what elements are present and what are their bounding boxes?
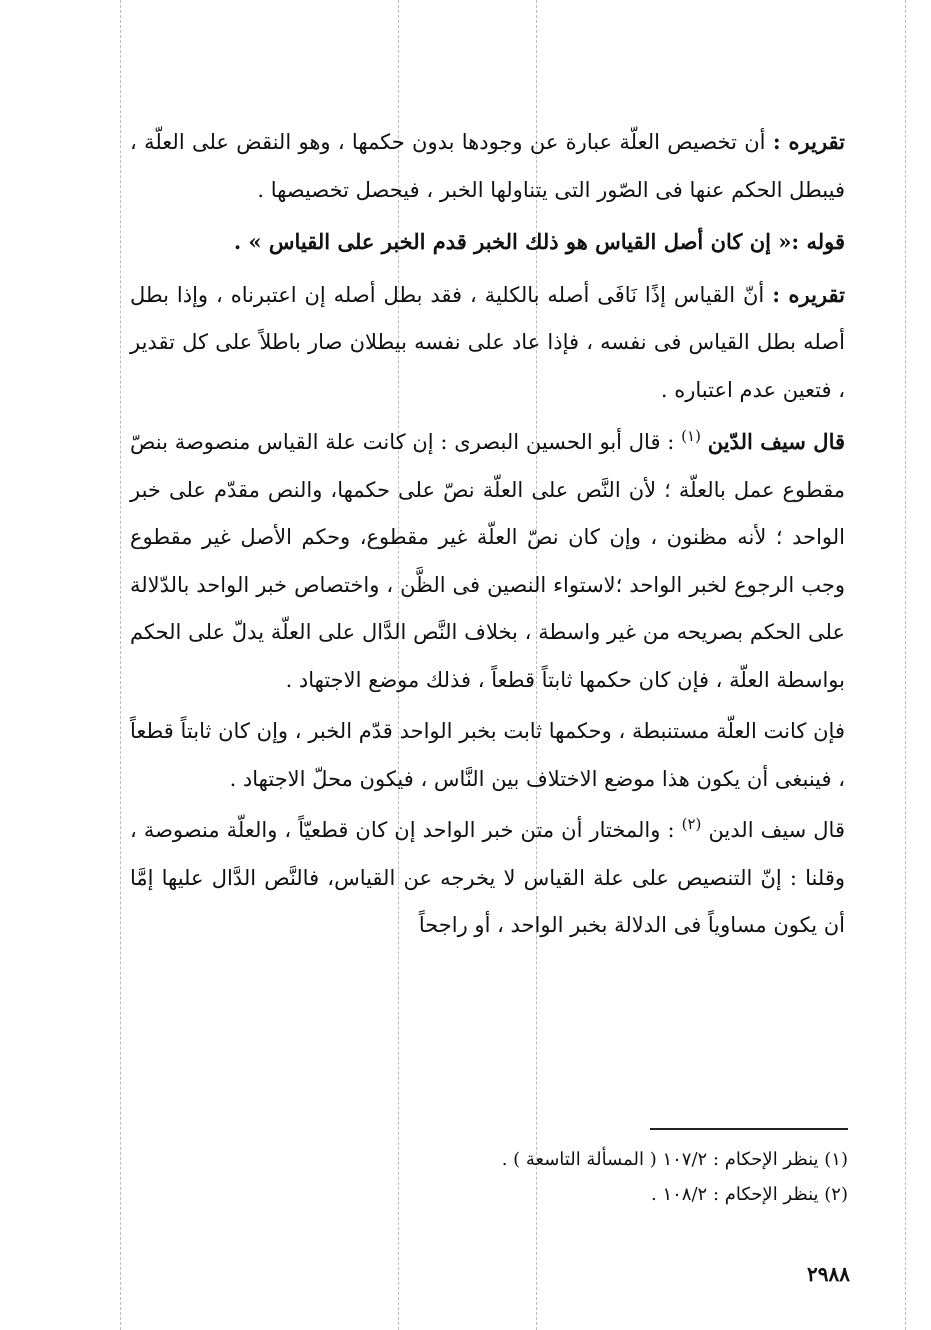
paragraph-text: فإن كانت العلّة مستنبطة ، وحكمها ثابت بخبر الواحد قدّم الخبر ، وإن كان ثابتاً قطعاً ، فينبغى أن يكون هذا موضع الاختلاف بين النَّاس ، فيكون محلّ الاجتهاد . — [130, 719, 845, 791]
paragraph — [130, 118, 845, 214]
paragraph — [130, 807, 845, 950]
paragraph-lead: قال سيف الدّين — [707, 429, 846, 454]
footnote-divider — [650, 1128, 848, 1130]
paragraph-lead: تقريره : — [772, 129, 845, 154]
paragraph — [130, 271, 845, 415]
footnote-reference: (١) — [681, 427, 701, 445]
paragraph-text: : والمختار أن متن خبر الواحد إن كان قطعيّاً ، والعلّة منصوصة ، وقلنا : إنّ التنصيص على علة القياس لا يخرجه عن القياس، فالنَّص الدَّال عليها إمَّا أن يكون مساوياً فى الدلالة بخبر الواحد ، أو راجحاً — [130, 818, 845, 937]
scan-guide-line — [120, 0, 121, 1330]
paragraph-lead: قوله : — [791, 229, 845, 254]
paragraph — [130, 218, 845, 267]
paragraph — [130, 708, 845, 803]
paragraph-text: أنّ القياس إذًا نَافَى أصله بالكلية ، فقد بطل أصله إن اعتبرناه ، وإذا بطل أصله بطل القياس فى نفسه ، فإذا عاد على نفسه بيطلان صار باطلاً على كل تقدير ، فتعين عدم اعتباره . — [130, 282, 845, 402]
paragraph-lead: قال سيف الدين — [708, 818, 845, 842]
footnote: (٢) ينظر الإحكام : ١٠٨/٢ . — [651, 1184, 848, 1205]
paragraph-text: : قال أبو الحسين البصرى : إن كانت علة القياس منصوصة بنصّ مقطوع عمل بالعلّة ؛ لأن النَّص على العلّة نصّ على حكمها، والنص مقدّم على خبر الواحد ؛ لأنه مظنون ، وإن كان نصّ العلّة غير مقطوع، وحكم الأصل غير مقطوع وجب الرجوع لخبر الواحد ؛لاستواء النصين فى الظَّن ، واختصاص خبر الواحد بالدّلالة على الحكم بصريحه من غير واسطة ، بخلاف النَّص الدَّال على العلّة يدلّ على الحكم بواسطة العلّة ، فإن كان حكمها ثابتاً قطعاً ، فذلك موضع الاجتهاد . — [130, 430, 845, 692]
footnote: (١) ينظر الإحكام : ١٠٧/٢ ( المسألة التاسعة ) . — [501, 1149, 848, 1170]
footnotes — [380, 1142, 848, 1212]
paragraph-lead: تقريره : — [772, 281, 845, 307]
footnote-reference: (٢) — [681, 815, 702, 833]
paragraph-text: « إن كان أصل القياس هو ذلك الخبر قدم الخبر على القياس » . — [233, 229, 792, 254]
page-number: ٢٩٨٨ — [807, 1262, 850, 1286]
paragraph-text: أن تخصيص العلّة عبارة عن وجودها بدون حكمها ، وهو النقض على العلّة ، فيبطل الحكم عنها فى الصّور التى يتناولها الخبر ، فيحصل تخصيصها . — [130, 130, 845, 202]
page-body — [130, 118, 845, 950]
scan-guide-line — [905, 0, 906, 1330]
paragraph — [130, 418, 845, 704]
